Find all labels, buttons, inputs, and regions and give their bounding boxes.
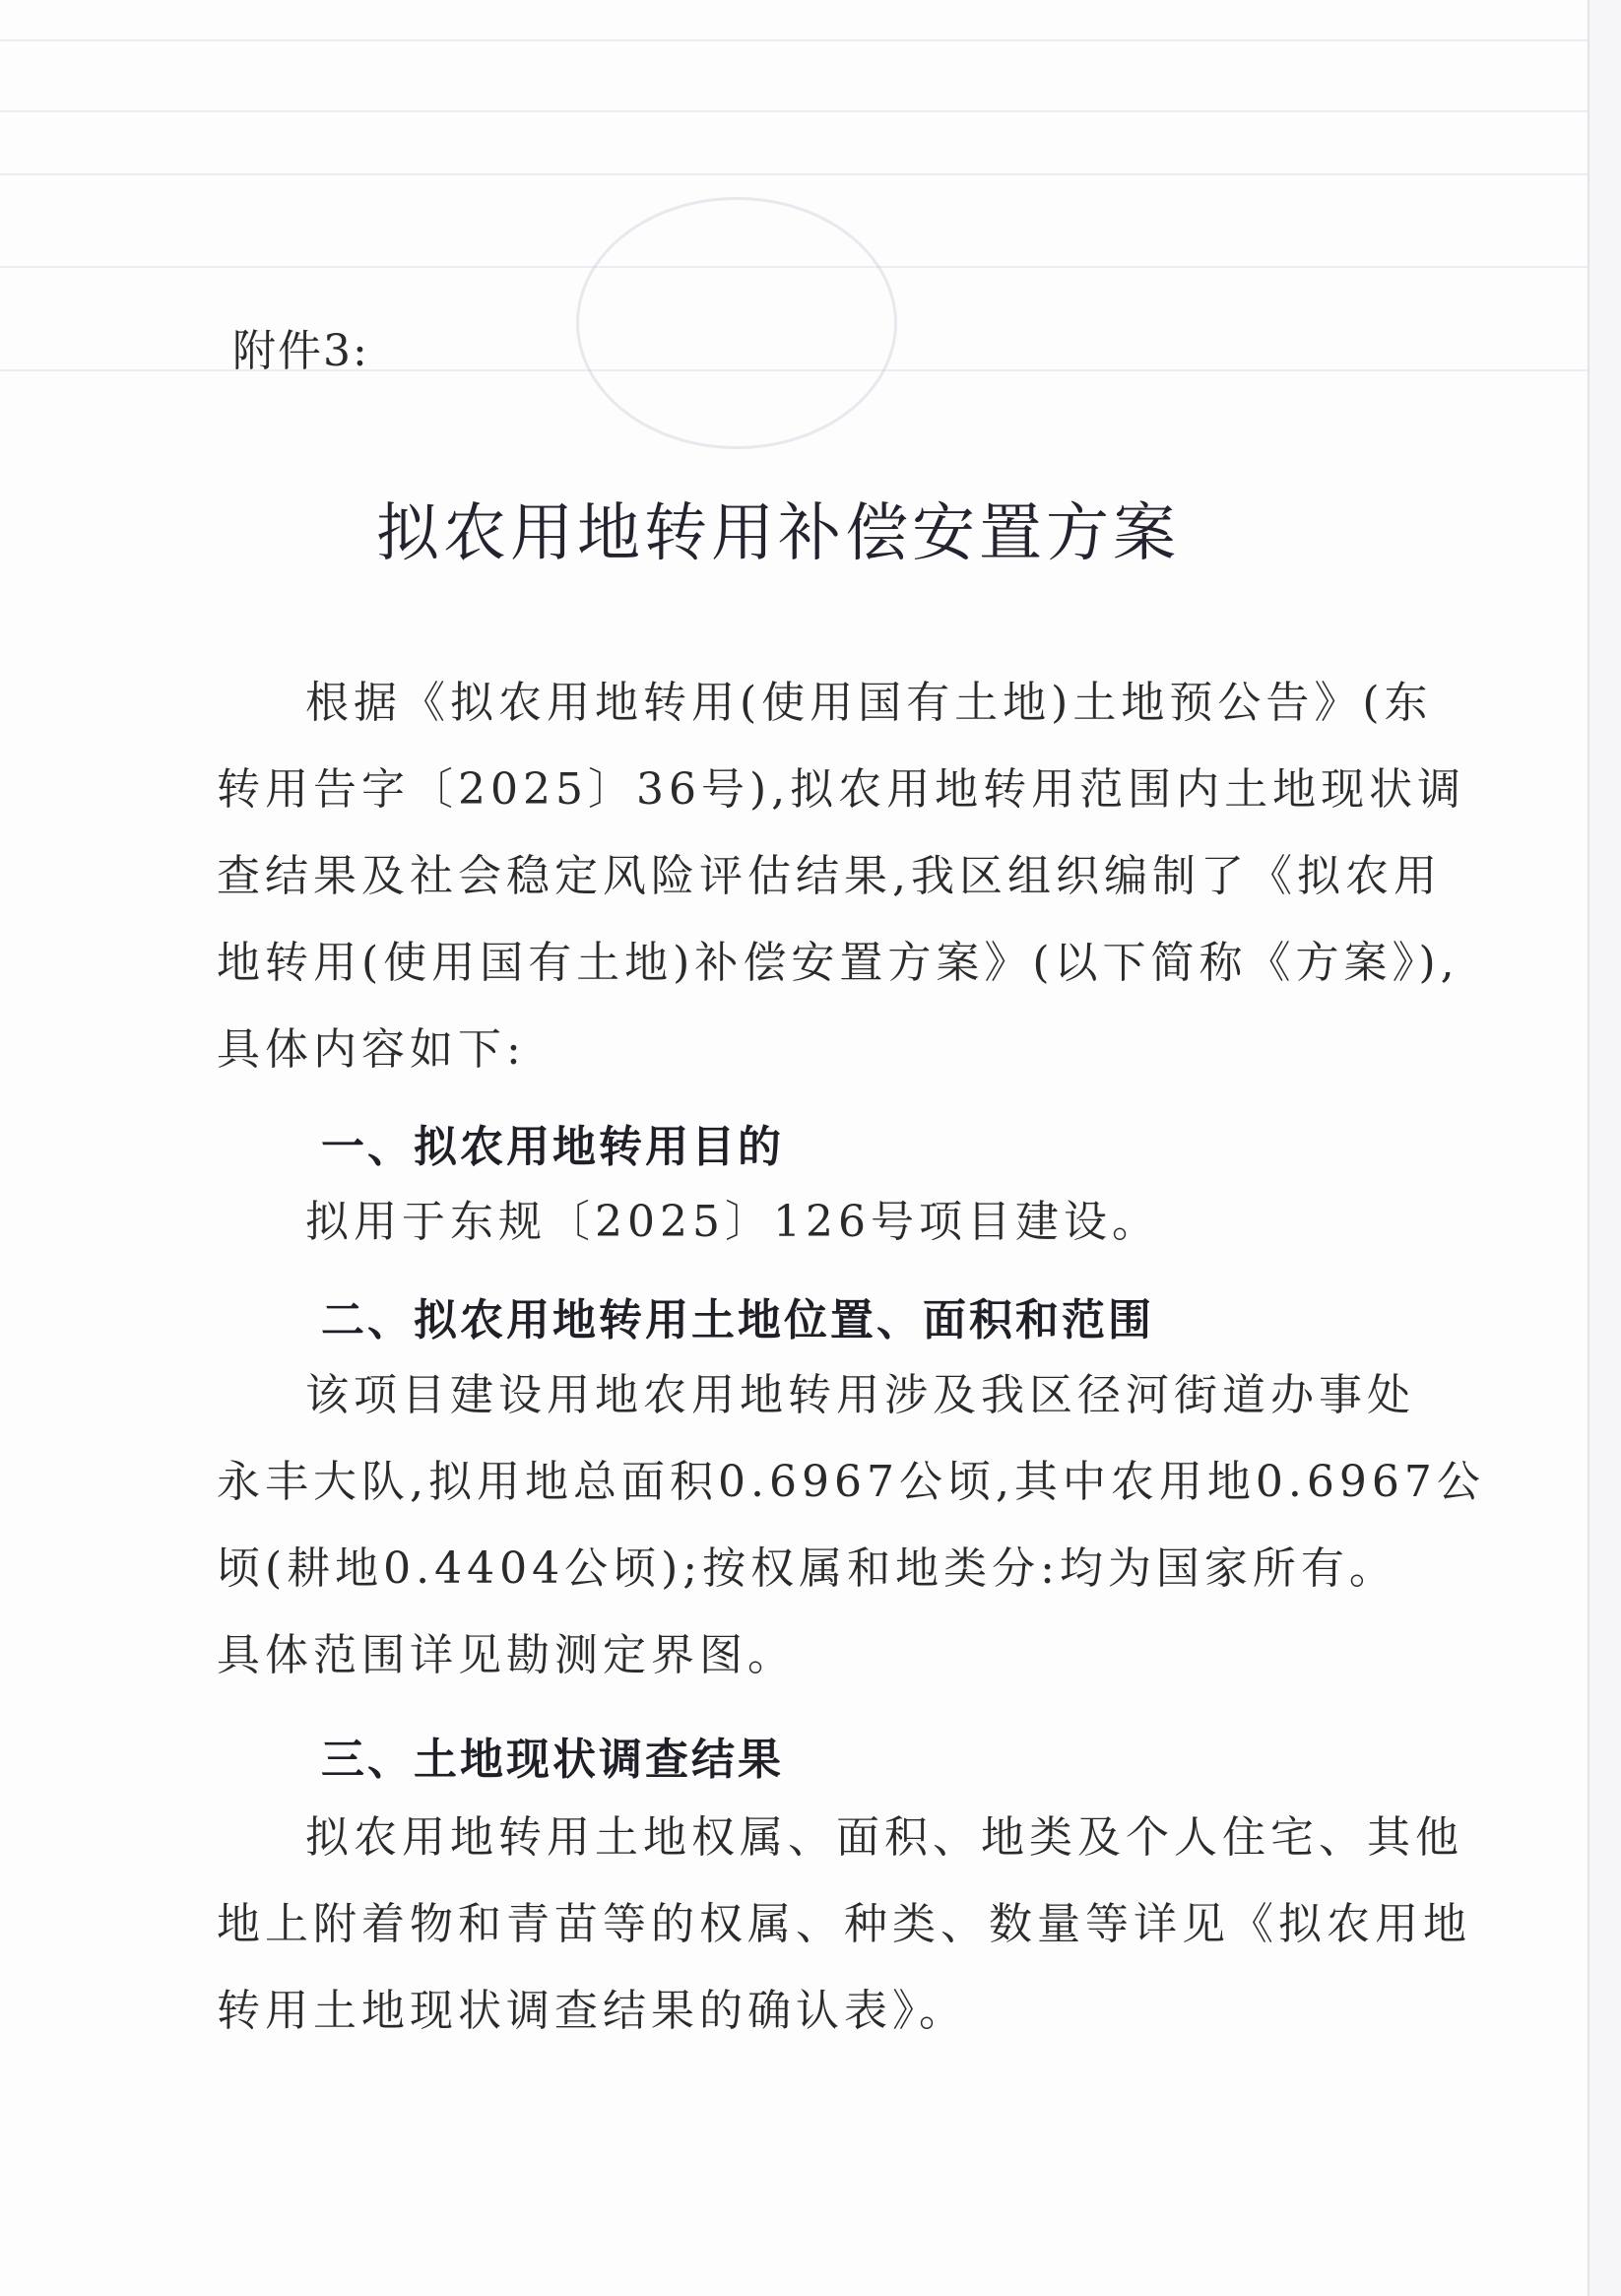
section-paragraph bbox=[217, 1795, 1471, 2055]
section-paragraph bbox=[217, 1179, 1339, 1266]
text-line: 具体内容如下: bbox=[217, 1024, 526, 1075]
section-heading: 三、土地现状调查结果 bbox=[321, 1735, 784, 1785]
text-line: 转用土地现状调查结果的确认表》。 bbox=[217, 1986, 967, 2036]
section-paragraph bbox=[217, 1352, 1485, 1699]
text-line: 地转用(使用国有土地)补偿安置方案》(以下简称《方案》), bbox=[217, 938, 1459, 988]
faint-seal-mark bbox=[576, 197, 897, 449]
text-line: 拟用于东规〔2025〕126号项目建设。 bbox=[305, 1197, 1160, 1247]
attachment-label: 附件3: bbox=[232, 326, 369, 376]
section-heading: 二、拟农用地转用土地位置、面积和范围 bbox=[321, 1295, 1154, 1345]
scan-artifact bbox=[0, 39, 1595, 41]
text-line: 具体范围详见勘测定界图。 bbox=[217, 1630, 796, 1680]
text-line: 地上附着物和青苗等的权属、种类、数量等详见《拟农用地 bbox=[217, 1899, 1471, 1949]
text-line: 永丰大队,拟用地总面积0.6967公顷,其中农用地0.6967公 bbox=[217, 1457, 1485, 1507]
page-edge bbox=[1588, 0, 1621, 2296]
intro-paragraph bbox=[217, 660, 1466, 1093]
scan-artifact bbox=[0, 173, 1595, 175]
scan-artifact bbox=[0, 110, 1595, 112]
text-line: 拟农用地转用土地权属、面积、地类及个人住宅、其他 bbox=[305, 1812, 1463, 1863]
text-line: 根据《拟农用地转用(使用国有土地)土地预公告》(东 bbox=[305, 678, 1433, 728]
text-line: 转用告字〔2025〕36号),拟农用地转用范围内土地现状调 bbox=[217, 764, 1466, 815]
document-title: 拟农用地转用补偿安置方案 bbox=[376, 497, 1180, 570]
section-heading: 一、拟农用地转用目的 bbox=[321, 1122, 784, 1172]
text-line: 查结果及社会稳定风险评估结果,我区组织编制了《拟农用 bbox=[217, 851, 1442, 901]
text-line: 顷(耕地0.4404公顷);按权属和地类分:均为国家所有。 bbox=[217, 1543, 1397, 1594]
text-line: 该项目建设用地农用地转用涉及我区径河街道办事处 bbox=[305, 1370, 1415, 1420]
